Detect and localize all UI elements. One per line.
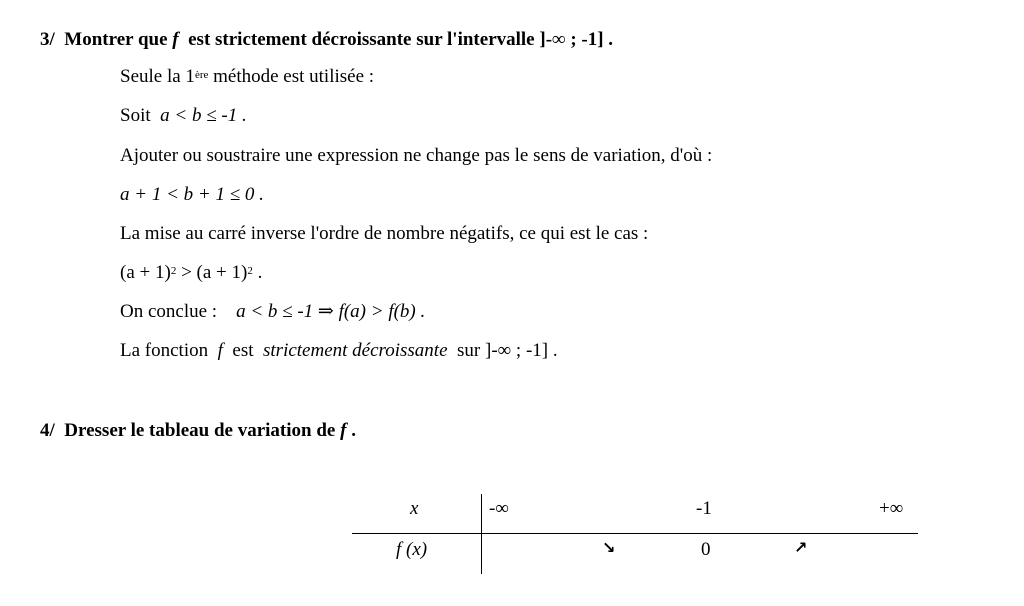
section-3-heading [40, 29, 613, 51]
proof-line-fonction [120, 340, 558, 362]
square-a: (a + 1) [120, 262, 171, 283]
method-sup: ère [194, 69, 209, 81]
square-exp-1: 2 [170, 265, 177, 277]
section-4-end: . [351, 420, 356, 441]
section-3-f: f [172, 29, 179, 50]
square-exp-2: 2 [247, 265, 253, 277]
decreasing-arrow-icon: ↘ [602, 538, 616, 557]
table-horizontal-rule [352, 533, 918, 534]
square-mid: > (a + 1) [176, 262, 248, 283]
square-end: . [252, 262, 263, 283]
table-fx-label: f (x) [396, 539, 428, 560]
table-zero: 0 [701, 539, 711, 560]
soit-expression: a < b ≤ -1 . [160, 105, 247, 126]
fonction-text: La fonction [120, 340, 209, 361]
table-minus-one: -1 [696, 498, 712, 519]
fonction-interval: sur ]-∞ ; -1] . [457, 340, 558, 361]
proof-line-conclue [120, 301, 425, 323]
table-vertical-rule [481, 494, 482, 574]
carre-text: La mise au carré inverse l'ordre de nombre négatifs, ce qui est le cas : [120, 223, 649, 244]
ajouter-text: Ajouter ou soustraire une expression ne change pas le sens de variation, d'où : [120, 145, 713, 166]
proof-line-method [120, 66, 374, 88]
table-minus-infinity: -∞ [489, 498, 509, 519]
section-3-title-prefix: Montrer que [64, 29, 168, 50]
method-text-a: Seule la 1 [120, 66, 195, 87]
proof-line-soit [120, 105, 247, 127]
proof-line-ajouter [120, 145, 712, 167]
section-4-title: Dresser le tableau de variation de [64, 420, 336, 441]
method-text-b: méthode est utilisée : [208, 66, 375, 87]
section-4-number: 4/ [40, 420, 55, 441]
table-plus-infinity: +∞ [879, 498, 904, 519]
conclue-expression: a < b ≤ -1 ⇒ f(a) > f(b) . [236, 301, 426, 322]
soit-text: Soit [120, 105, 151, 126]
section-3-number: 3/ [40, 29, 55, 50]
fonction-f: f [217, 340, 223, 361]
section-3-title-suffix: est strictement décroissante sur l'intervalle ]-∞ ; -1] . [188, 29, 614, 50]
fonction-strict: strictement décroissante [263, 340, 448, 361]
conclue-text: On conclue : [120, 301, 218, 322]
section-4-f: f [340, 420, 347, 441]
proof-line-carre [120, 223, 648, 245]
section-4-heading [40, 420, 356, 442]
proof-line-ineq [120, 184, 264, 206]
increasing-arrow-icon: ↗ [794, 538, 808, 557]
fonction-est: est [232, 340, 254, 361]
ineq-expression: a + 1 < b + 1 ≤ 0 . [120, 184, 264, 205]
table-x-label: x [410, 498, 419, 519]
proof-line-square-ineq [120, 262, 262, 284]
